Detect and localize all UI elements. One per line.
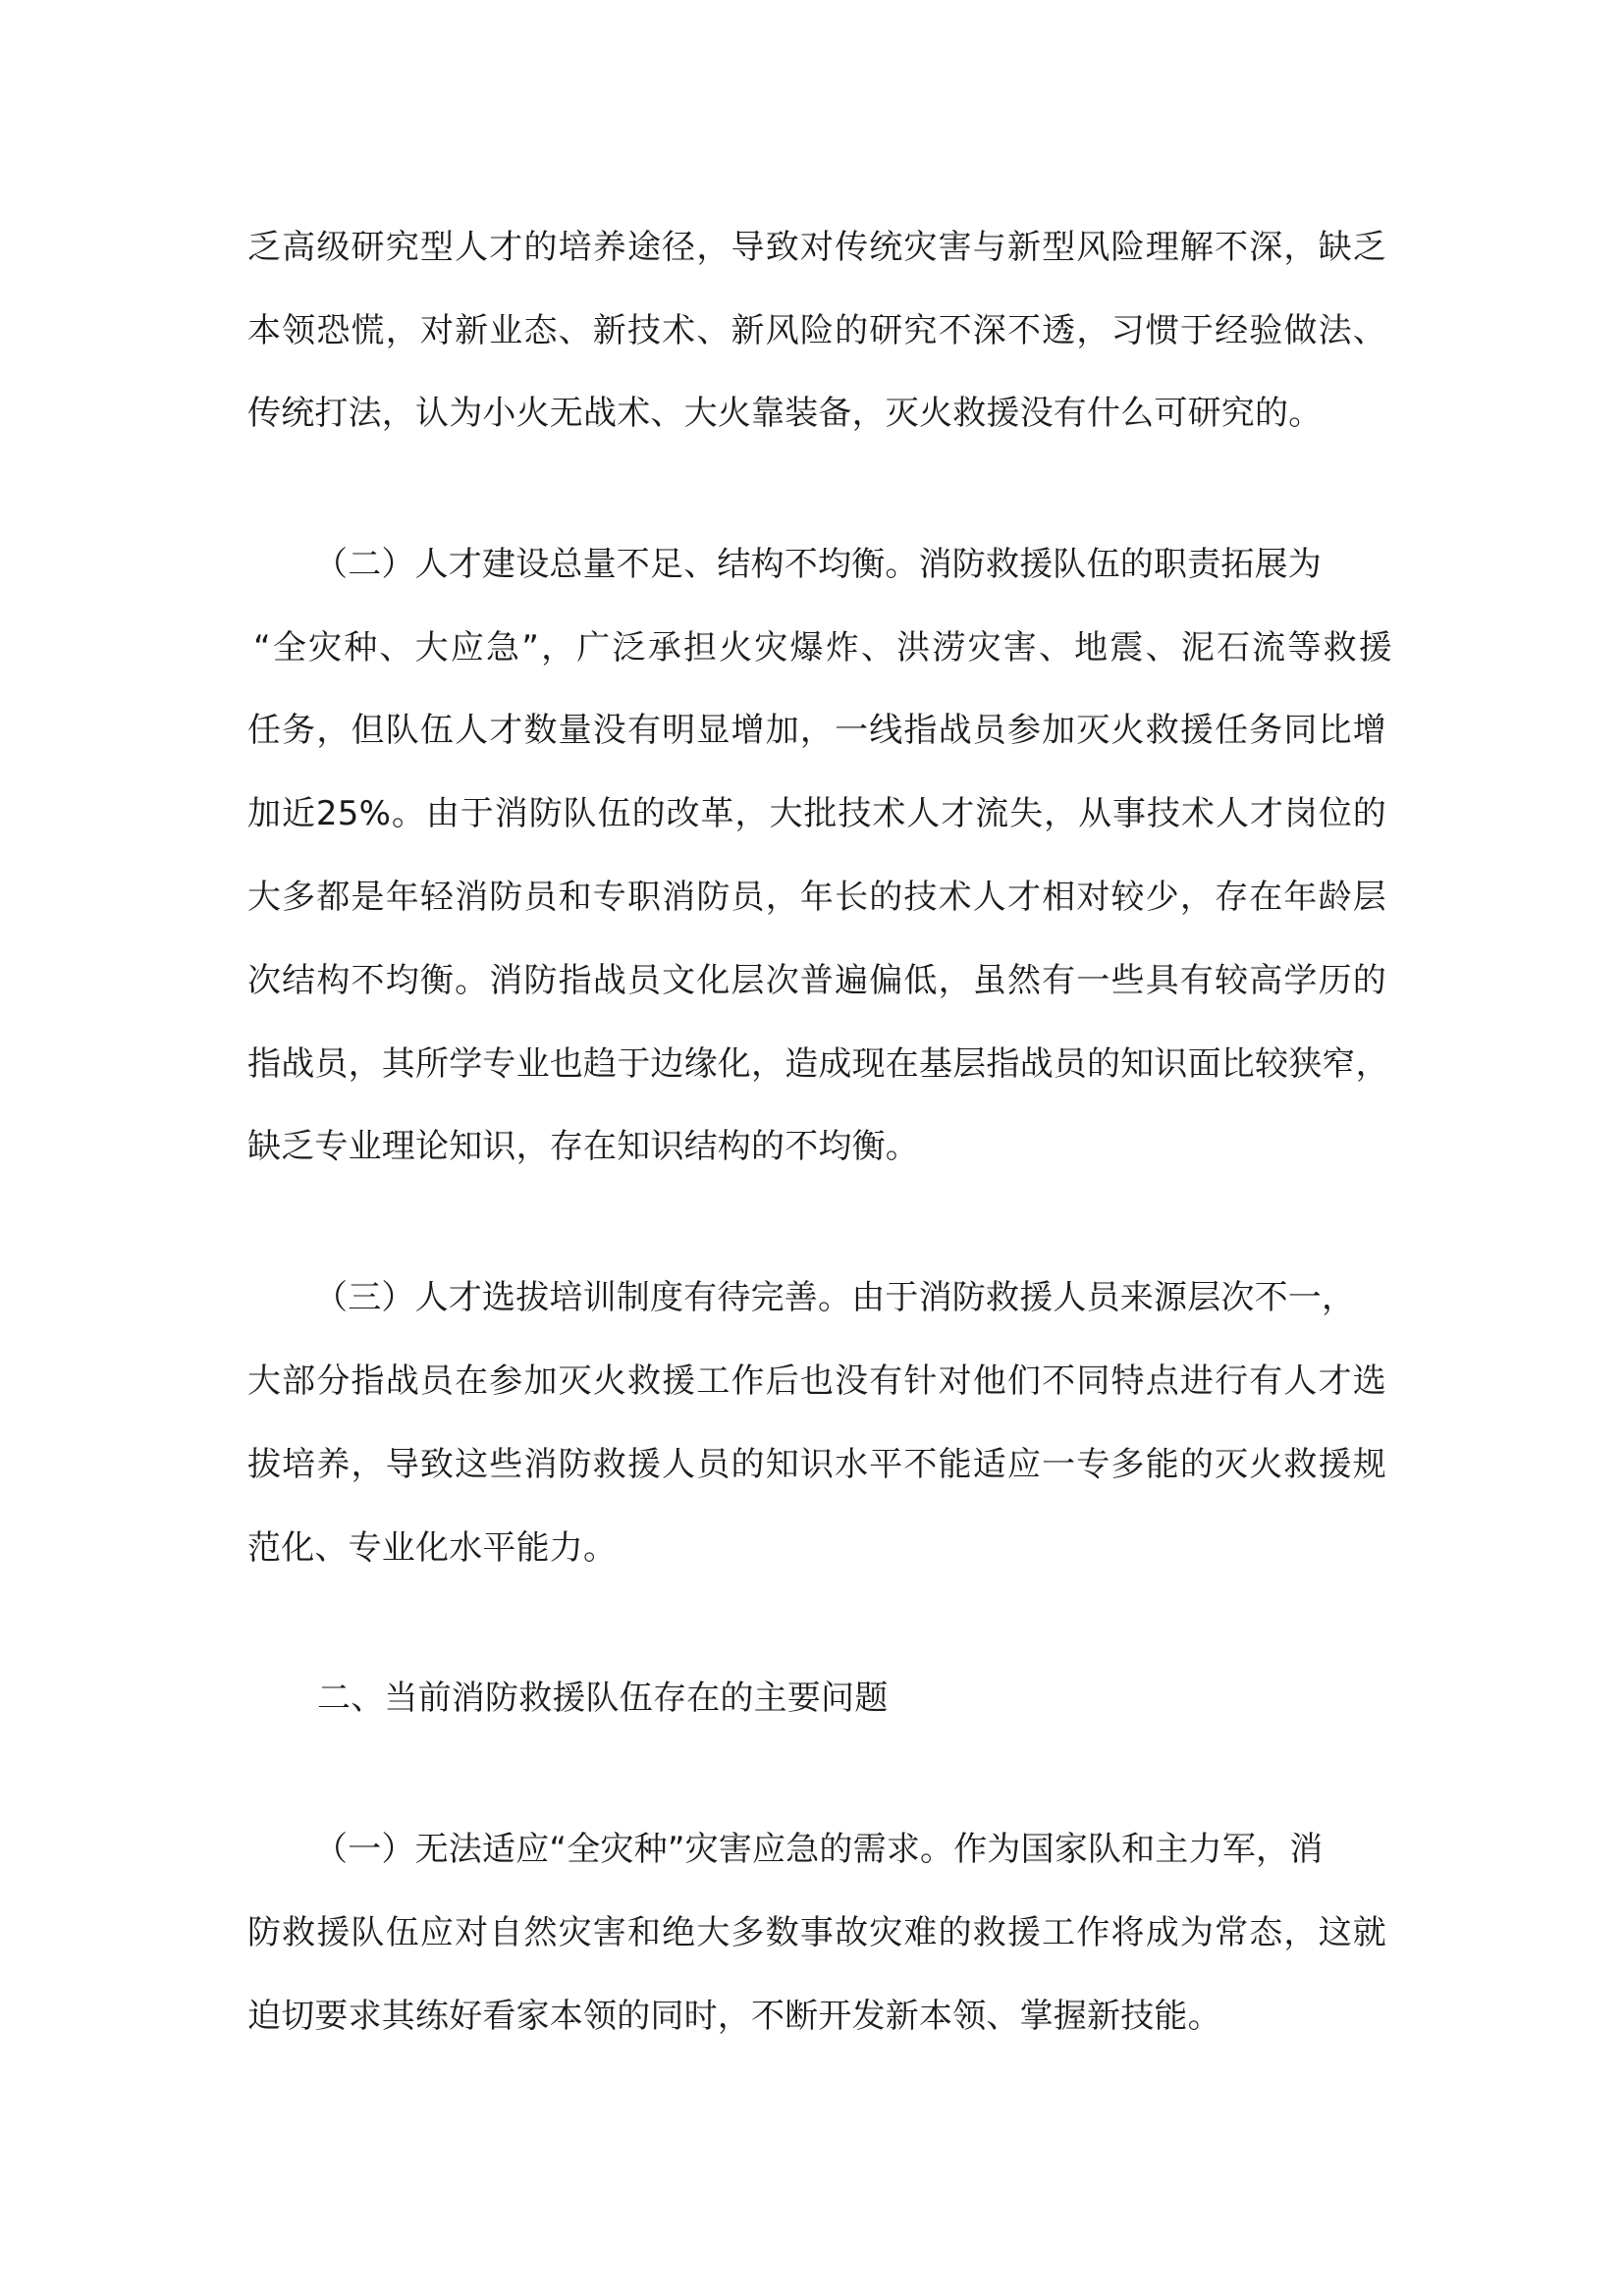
paragraph-line: “全灾种、大应急”，广泛承担火灾爆炸、洪涝灾害、地震、泥石流等救援	[253, 628, 1392, 667]
paragraph-line: 乏高级研究型人才的培养途径，导致对传统灾害与新型风险理解不深，缺乏	[247, 228, 1386, 267]
paragraph-line: （一）无法适应“全灾种”灾害应急的需求。作为国家队和主力军，消	[314, 1830, 1324, 1869]
paragraph-line: 大多都是年轻消防员和专职消防员，年长的技术人才相对较少，存在年龄层	[247, 878, 1386, 917]
paragraph-line: 大部分指战员在参加灭火救援工作后也没有针对他们不同特点进行有人才选	[247, 1362, 1386, 1401]
paragraph-line: 缺乏专业理论知识，存在知识结构的不均衡。	[247, 1127, 919, 1166]
paragraph-line: 次结构不均衡。消防指战员文化层次普遍偏低，虽然有一些具有较高学历的	[247, 961, 1386, 1000]
paragraph-line: 加近25%。由于消防队伍的改革，大批技术人才流失，从事技术人才岗位的	[247, 794, 1386, 833]
paragraph-line: 传统打法，认为小火无战术、大火靠装备，灭火救援没有什么可研究的。	[247, 394, 1323, 433]
paragraph-line: 迫切要求其练好看家本领的同时，不断开发新本领、掌握新技能。	[247, 1997, 1221, 2036]
paragraph-line: 本领恐慌，对新业态、新技术、新风险的研究不深不透，习惯于经验做法、	[247, 311, 1386, 350]
paragraph-line: 范化、专业化水平能力。	[247, 1528, 618, 1568]
paragraph-line: （二）人才建设总量不足、结构不均衡。消防救援队伍的职责拓展为	[314, 545, 1322, 584]
paragraph-line: 任务，但队伍人才数量没有明显增加，一线指战员参加灭火救援任务同比增	[247, 711, 1386, 750]
paragraph-line: 防救援队伍应对自然灾害和绝大多数事故灾难的救援工作将成为常态，这就	[247, 1913, 1386, 1952]
section-heading: 二、当前消防救援队伍存在的主要问题	[317, 1679, 889, 1718]
paragraph-line: （三）人才选拔培训制度有待完善。由于消防救援人员来源层次不一，	[314, 1278, 1356, 1317]
paragraph-line: 指战员，其所学专业也趋于边缘化，造成现在基层指战员的知识面比较狭窄，	[247, 1044, 1389, 1084]
paragraph-line: 拔培养，导致这些消防救援人员的知识水平不能适应一专多能的灭火救援规	[247, 1445, 1386, 1484]
